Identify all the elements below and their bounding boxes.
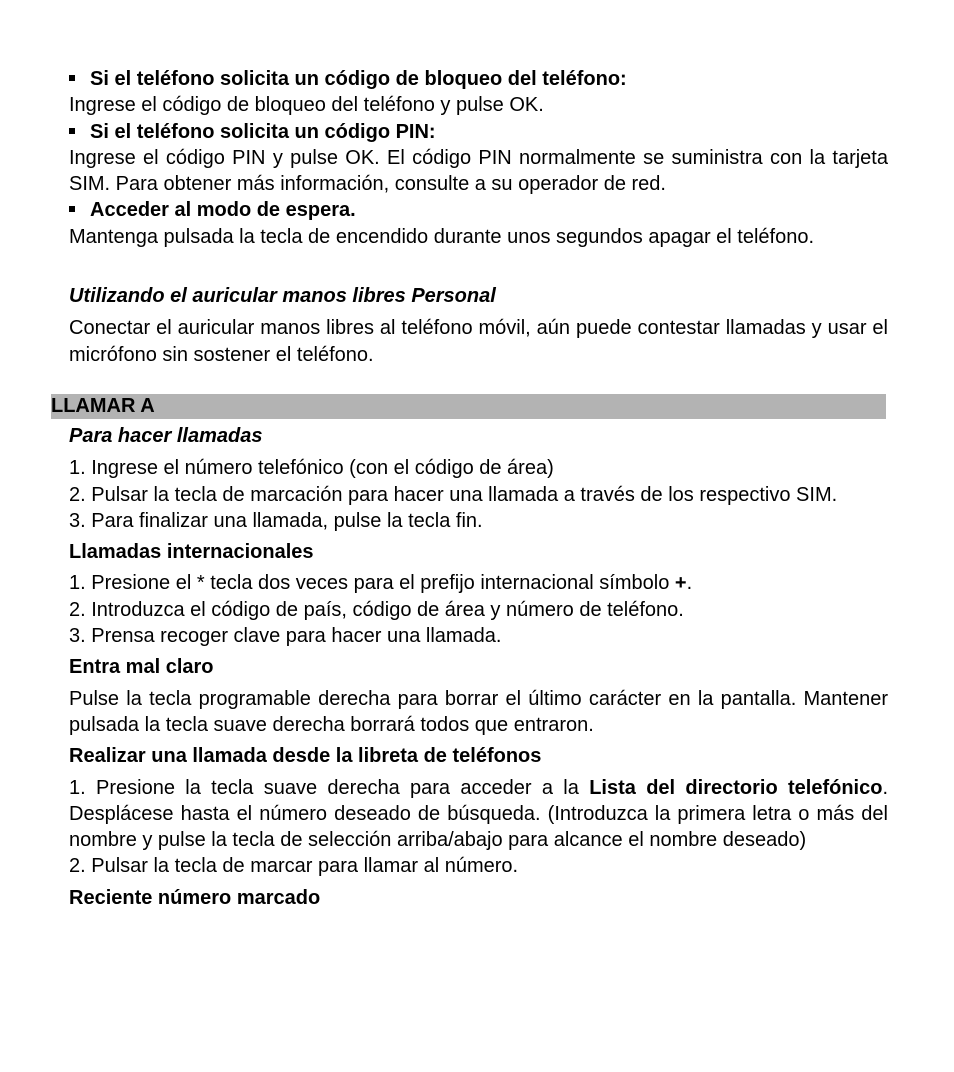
bullet-heading-lock-code	[69, 66, 888, 92]
international-item-1-text: 1. Presione el * tecla dos veces para el prefijo internacional símbolo	[69, 572, 675, 595]
recent-heading: Reciente número marcado	[69, 886, 321, 909]
international-item-1	[69, 570, 888, 596]
bullet-heading-text: Acceder al modo de espera.	[90, 199, 356, 222]
handsfree-text: Conectar el auricular manos libres al teléfono móvil, aún puede contestar llamadas y usar el micrófono sin sostener el teléfono.	[69, 317, 888, 366]
standby-text: Mantenga pulsada la tecla de encendido durante unos segundos apagar el teléfono.	[69, 225, 815, 248]
handsfree-heading: Utilizando el auricular manos libres Personal	[69, 285, 496, 308]
international-item-1-end: .	[686, 572, 693, 595]
document-page	[51, 66, 889, 911]
international-item-3: 3. Prensa recoger clave para hacer una llamada.	[69, 625, 502, 648]
pin-text: Ingrese el código PIN y pulse OK. El código PIN normalmente se suministra con la tarjeta SIM. Para obtener más información, consulte a su operador de red.	[69, 146, 888, 196]
clear-heading: Entra mal claro	[69, 656, 214, 679]
phonebook-item-1-text: 1. Presione la tecla suave derecha para acceder a la	[69, 776, 590, 799]
make-calls-item-1: 1. Ingrese el número telefónico (con el código de área)	[69, 457, 554, 480]
international-item-2: 2. Introduzca el código de país, código de área y número de teléfono.	[69, 598, 684, 621]
phonebook-item-1	[69, 775, 888, 854]
bullet-heading-text: Si el teléfono solicita un código PIN:	[90, 120, 436, 143]
phonebook-heading: Realizar una llamada desde la libreta de teléfonos	[69, 745, 542, 768]
bullet-heading-text: Si el teléfono solicita un código de bloqueo del teléfono:	[90, 68, 627, 90]
make-calls-item-2: 2. Pulsar la tecla de marcación para hacer una llamada a través de los respectivo SIM.	[69, 483, 838, 506]
bullet-heading-pin	[69, 119, 888, 145]
make-calls-heading: Para hacer llamadas	[69, 424, 263, 447]
phonebook-list-label: Lista del directorio telefónico	[589, 776, 883, 799]
phonebook-item-2: 2. Pulsar la tecla de marcar para llamar al número.	[69, 855, 519, 878]
square-bullet-icon	[69, 128, 75, 134]
plus-symbol: +	[674, 572, 687, 595]
square-bullet-icon	[69, 75, 75, 81]
section-title-bar: LLAMAR A	[51, 394, 886, 419]
lock-code-text: Ingrese el código de bloqueo del teléfono y pulse OK.	[69, 94, 544, 117]
square-bullet-icon	[69, 206, 75, 212]
international-heading: Llamadas internacionales	[69, 541, 314, 564]
clear-text: Pulse la tecla programable derecha para borrar el último carácter en la pantalla. Mantener pulsada la tecla suave derecha borrará todos que entraron.	[69, 687, 888, 736]
bullet-heading-standby	[69, 197, 888, 223]
phonebook-item-1-rest: . Desplácese hasta el número deseado de búsqueda. (Introduzca la primera letra o más del nombre y pulse la tecla de selección arriba/abajo para alcance el nombre deseado)	[69, 776, 889, 852]
make-calls-item-3: 3. Para finalizar una llamada, pulse la tecla fin.	[69, 509, 483, 532]
